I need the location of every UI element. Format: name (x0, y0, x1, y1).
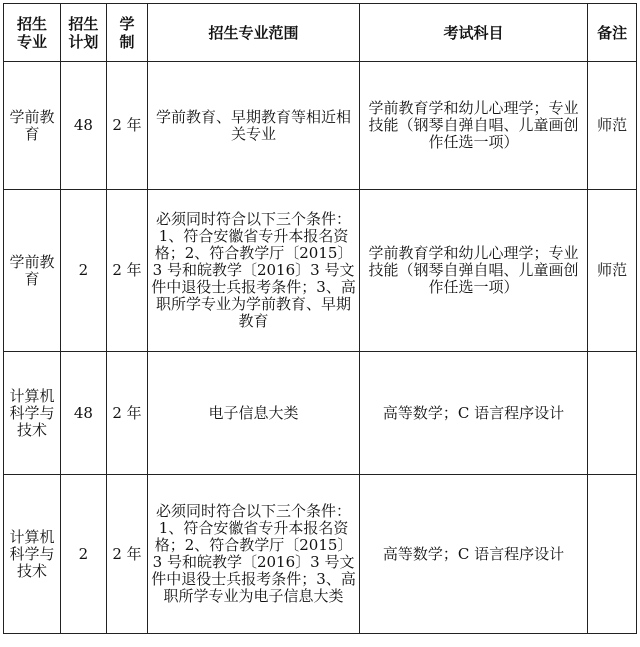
cell-plan: 2 (61, 475, 107, 634)
header-major: 招生专业 (4, 4, 61, 62)
cell-years: 2 年 (106, 62, 148, 190)
cell-subjects: 高等数学；C 语言程序设计 (359, 352, 587, 475)
header-scope: 招生专业范围 (148, 4, 360, 62)
table-row (4, 352, 637, 475)
cell-major: 计算机科学与技术 (4, 475, 61, 634)
header-subjects: 考试科目 (359, 4, 587, 62)
header-row (4, 4, 637, 62)
cell-remarks (588, 475, 637, 634)
table-row (4, 475, 637, 634)
cell-remarks (588, 352, 637, 475)
table-row (4, 62, 637, 190)
cell-scope: 必须同时符合以下三个条件：1、符合安徽省专升本报名资格；2、符合教学厅〔2015〕3 号和皖教学〔2016〕3 号文件中退役士兵报考条件；3、高职所学专业为电子信息大类 (148, 475, 360, 634)
cell-major: 学前教育 (4, 190, 61, 352)
cell-scope: 电子信息大类 (148, 352, 360, 475)
cell-scope: 学前教育、早期教育等相近相关专业 (148, 62, 360, 190)
cell-plan: 48 (61, 62, 107, 190)
header-remarks: 备注 (588, 4, 637, 62)
cell-subjects: 高等数学；C 语言程序设计 (359, 475, 587, 634)
cell-years: 2 年 (106, 475, 148, 634)
header-years: 学制 (106, 4, 148, 62)
cell-subjects: 学前教育学和幼儿心理学；专业技能（钢琴自弹自唱、儿童画创作任选一项） (359, 190, 587, 352)
admissions-table (3, 3, 637, 634)
cell-years: 2 年 (106, 352, 148, 475)
cell-years: 2 年 (106, 190, 148, 352)
cell-plan: 2 (61, 190, 107, 352)
cell-remarks: 师范 (588, 190, 637, 352)
cell-major: 计算机科学与技术 (4, 352, 61, 475)
header-plan: 招生计划 (61, 4, 107, 62)
table-row (4, 190, 637, 352)
cell-scope: 必须同时符合以下三个条件：1、符合安徽省专升本报名资格；2、符合教学厅〔2015〕3 号和皖教学〔2016〕3 号文件中退役士兵报考条件；3、高职所学专业为学前教育、早期教育 (148, 190, 360, 352)
cell-plan: 48 (61, 352, 107, 475)
cell-major: 学前教育 (4, 62, 61, 190)
cell-subjects: 学前教育学和幼儿心理学；专业技能（钢琴自弹自唱、儿童画创作任选一项） (359, 62, 587, 190)
cell-remarks: 师范 (588, 62, 637, 190)
